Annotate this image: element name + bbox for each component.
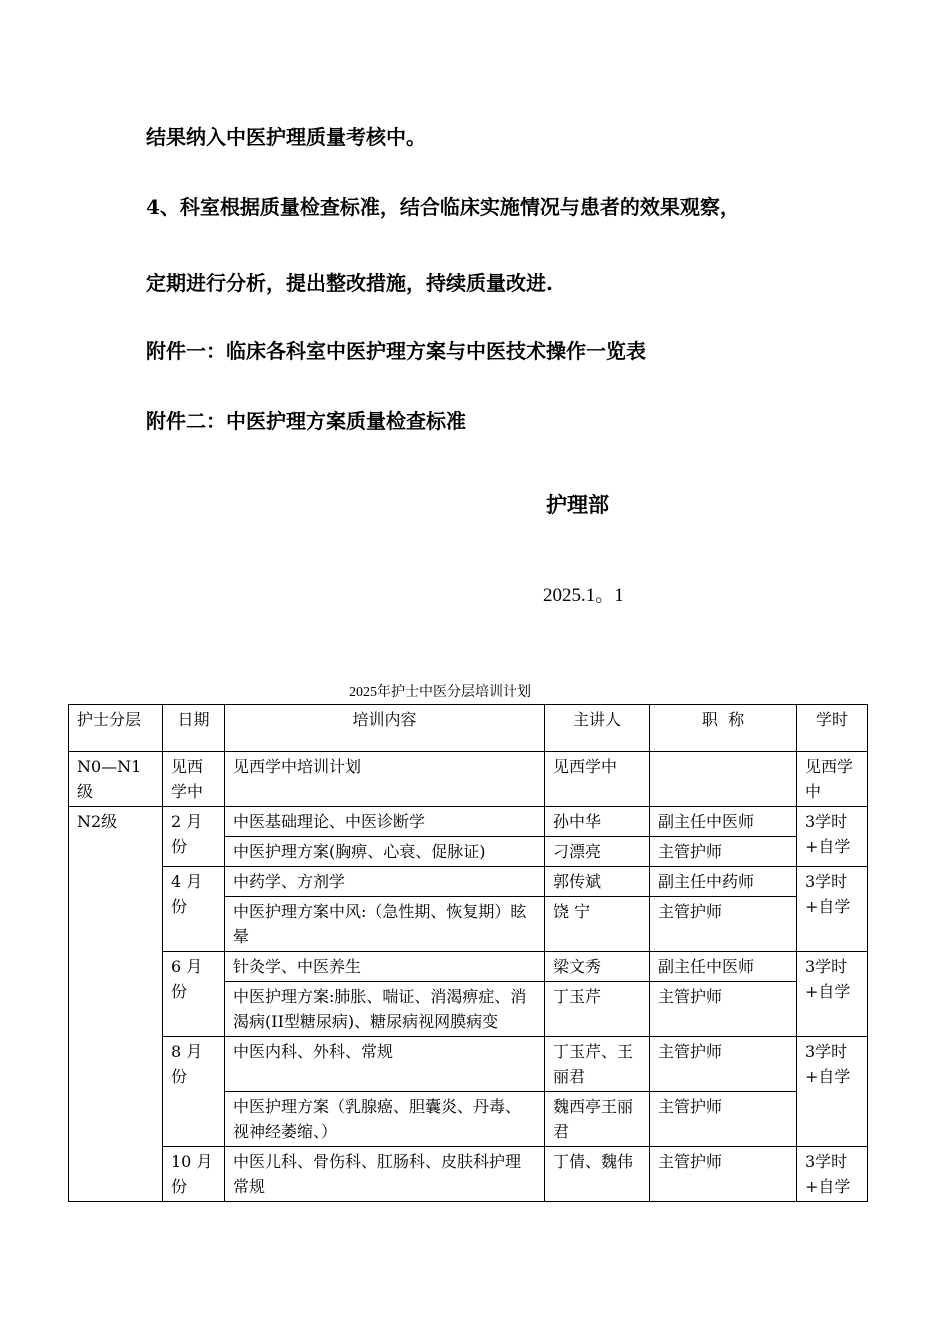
cell-content: 中医护理方案(胸痹、心衰、促脉证) <box>225 837 545 867</box>
cell-lecturer: 见西学中 <box>545 752 650 807</box>
table-row <box>69 752 868 807</box>
cell-lecturer: 孙中华 <box>545 807 650 837</box>
cell-title: 主管护师 <box>650 1092 797 1147</box>
attachment-2: 附件二：中医护理方案质量检查标准 <box>146 409 466 433</box>
cell-date: 2 月份 <box>163 807 225 867</box>
cell-lecturer: 丁倩、魏伟 <box>545 1147 650 1202</box>
table-row <box>69 952 868 982</box>
header-level: 护士分层 <box>69 705 163 752</box>
cell-content: 中医基础理论、中医诊断学 <box>225 807 545 837</box>
cell-lecturer: 刁漂亮 <box>545 837 650 867</box>
paragraph-standard-check: 4、科室根据质量检查标准，结合临床实施情况与患者的效果观察， <box>146 195 740 219</box>
cell-level: N0—N1级 <box>69 752 163 807</box>
cell-lecturer: 饶 宁 <box>545 897 650 952</box>
cell-hours: 见西学中 <box>797 752 868 807</box>
cell-title: 主管护师 <box>650 1147 797 1202</box>
header-hours: 学时 <box>797 705 868 752</box>
cell-title: 副主任中药师 <box>650 867 797 897</box>
cell-date: 10 月份 <box>163 1147 225 1202</box>
table-row <box>69 807 868 837</box>
cell-title: 主管护师 <box>650 837 797 867</box>
cell-content: 中药学、方剂学 <box>225 867 545 897</box>
cell-title: 副主任中医师 <box>650 952 797 982</box>
cell-content: 中医护理方案中风:（急性期、恢复期）眩晕 <box>225 897 545 952</box>
cell-content: 针灸学、中医养生 <box>225 952 545 982</box>
header-lecturer: 主讲人 <box>545 705 650 752</box>
header-date: 日期 <box>163 705 225 752</box>
cell-hours: 3学时+自学 <box>797 952 868 1037</box>
signature-department: 护理部 <box>546 492 609 517</box>
cell-lecturer: 郭传斌 <box>545 867 650 897</box>
cell-date: 4 月份 <box>163 867 225 952</box>
header-title: 职 称 <box>650 705 797 752</box>
table-row <box>69 1037 868 1092</box>
cell-title: 主管护师 <box>650 1037 797 1092</box>
signature-date: 2025.1。1 <box>543 585 624 606</box>
cell-title <box>650 752 797 807</box>
table-row <box>69 1147 868 1202</box>
cell-title: 副主任中医师 <box>650 807 797 837</box>
cell-level: N2级 <box>69 807 163 1202</box>
cell-title: 主管护师 <box>650 897 797 952</box>
paragraph-quality-assessment: 结果纳入中医护理质量考核中。 <box>146 125 426 149</box>
cell-hours: 3学时+自学 <box>797 1037 868 1147</box>
header-content: 培训内容 <box>225 705 545 752</box>
cell-title: 主管护师 <box>650 982 797 1037</box>
cell-hours: 3学时+自学 <box>797 1147 868 1202</box>
cell-hours: 3学时+自学 <box>797 807 868 867</box>
cell-content: 中医儿科、骨伤科、肛肠科、皮肤科护理常规 <box>225 1147 545 1202</box>
cell-lecturer: 梁文秀 <box>545 952 650 982</box>
paragraph-improvement: 定期进行分析，提出整改措施，持续质量改进. <box>146 271 553 295</box>
cell-content: 中医护理方案（乳腺癌、胆囊炎、丹毒、视神经萎缩、） <box>225 1092 545 1147</box>
table-title: 2025年护士中医分层培训计划 <box>349 685 531 700</box>
cell-lecturer: 丁玉芹 <box>545 982 650 1037</box>
cell-date: 8 月份 <box>163 1037 225 1147</box>
attachment-1: 附件一：临床各科室中医护理方案与中医技术操作一览表 <box>146 339 646 363</box>
cell-date: 6 月份 <box>163 952 225 1037</box>
table-row <box>69 867 868 897</box>
cell-content: 见西学中培训计划 <box>225 752 545 807</box>
training-plan-table <box>68 704 868 1202</box>
cell-content: 中医护理方案:肺胀、喘证、消渴痹症、消渴病(II型糖尿病)、糖尿病视网膜病变 <box>225 982 545 1037</box>
cell-lecturer: 魏西亭王丽君 <box>545 1092 650 1147</box>
cell-lecturer: 丁玉芹、王丽君 <box>545 1037 650 1092</box>
table-header-row <box>69 705 868 752</box>
cell-date: 见西学中 <box>163 752 225 807</box>
cell-content: 中医内科、外科、常规 <box>225 1037 545 1092</box>
cell-hours: 3学时+自学 <box>797 867 868 952</box>
